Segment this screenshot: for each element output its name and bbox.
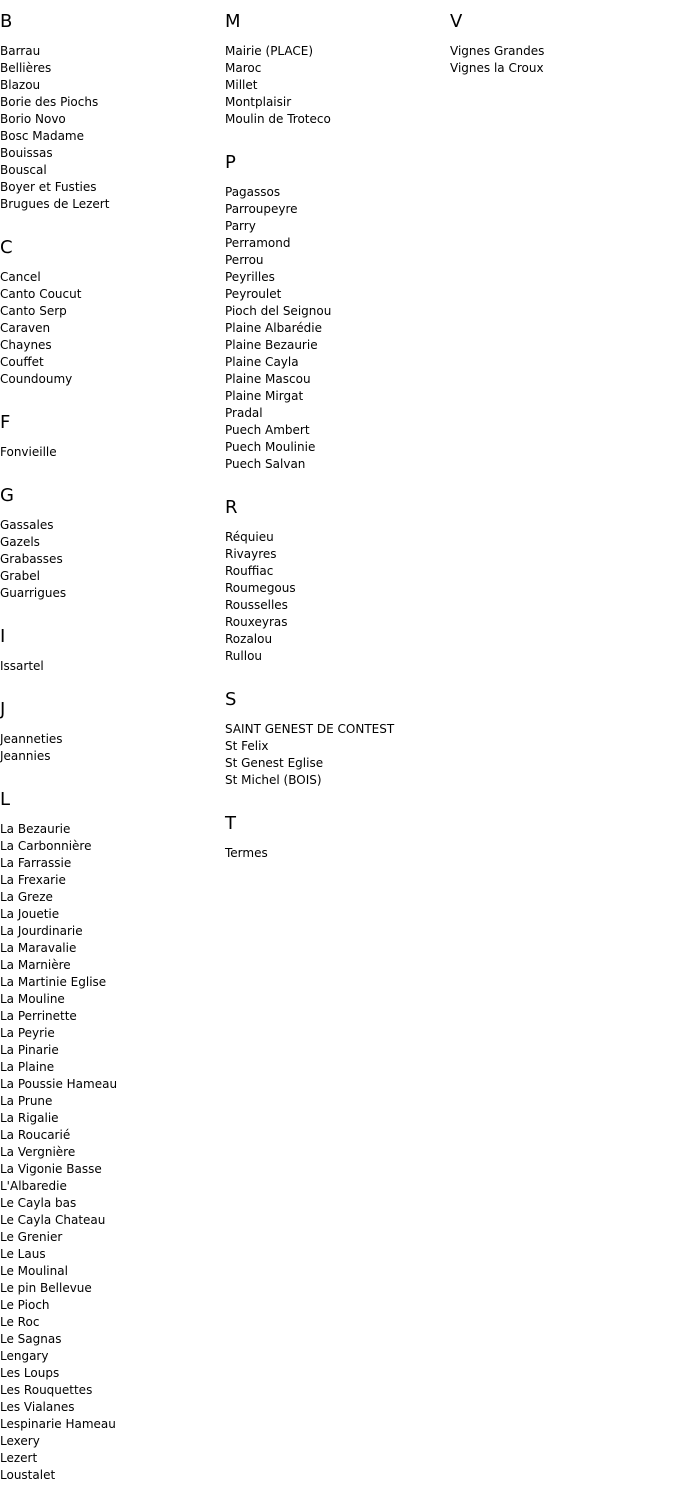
letter-heading: I [0, 626, 6, 647]
place-link[interactable]: Plaine Mascou [225, 372, 311, 386]
place-link[interactable]: Perramond [225, 236, 291, 250]
place-list [0, 658, 220, 675]
place-link[interactable]: Montplaisir [225, 95, 292, 109]
place-link[interactable]: Le Grenier [0, 1230, 63, 1244]
place-link[interactable]: Lespinarie Hameau [0, 1417, 116, 1431]
place-list [0, 821, 220, 1484]
place-link[interactable]: La Frexarie [0, 873, 66, 887]
index-column-2 [225, 10, 445, 885]
place-link[interactable]: Gazels [0, 535, 40, 549]
place-link[interactable]: Borie des Piochs [0, 95, 99, 109]
place-link[interactable]: La Carbonnière [0, 839, 92, 853]
letter-heading: B [0, 11, 13, 32]
place-link[interactable]: Plaine Bezaurie [225, 338, 318, 352]
place-list [225, 845, 445, 862]
letter-group-p [225, 151, 445, 473]
place-link[interactable]: Caraven [0, 321, 51, 335]
place-link[interactable]: La Perrinette [0, 1009, 77, 1023]
place-link[interactable]: L'Albaredie [0, 1179, 67, 1193]
place-link[interactable]: Pagassos [225, 185, 281, 199]
place-link[interactable]: Rousselles [225, 598, 288, 612]
place-link[interactable]: Vignes Grandes [450, 44, 545, 58]
letter-heading: T [225, 813, 236, 834]
place-link[interactable]: Rozalou [225, 632, 273, 646]
place-link[interactable]: La Plaine [0, 1060, 55, 1074]
place-link[interactable]: La Vigonie Basse [0, 1162, 102, 1176]
place-list [450, 43, 670, 77]
place-link[interactable]: Moulin de Troteco [225, 112, 331, 126]
place-link[interactable]: Couffet [0, 355, 44, 369]
place-link[interactable]: Parroupeyre [225, 202, 298, 216]
letter-group-g [0, 484, 220, 602]
place-link[interactable]: Lexery [0, 1434, 40, 1448]
place-link[interactable]: SAINT GENEST DE CONTEST [225, 722, 395, 736]
place-link[interactable]: La Prune [0, 1094, 53, 1108]
letter-group-v [450, 10, 670, 77]
place-link[interactable]: Boyer et Fusties [0, 180, 97, 194]
place-link[interactable]: La Rigalie [0, 1111, 59, 1125]
place-link[interactable]: Issartel [0, 659, 44, 673]
place-link[interactable]: Grabasses [0, 552, 63, 566]
letter-heading: C [0, 237, 13, 258]
place-link[interactable]: Le pin Bellevue [0, 1281, 92, 1295]
letter-heading: P [225, 152, 236, 173]
place-link[interactable]: Vignes la Croux [450, 61, 544, 75]
place-link[interactable]: Pradal [225, 406, 263, 420]
letter-group-m [225, 10, 445, 128]
place-list [0, 269, 220, 388]
letter-heading: S [225, 689, 237, 710]
place-link[interactable]: Coundoumy [0, 372, 73, 386]
place-list [225, 43, 445, 128]
place-link[interactable]: La Marnière [0, 958, 71, 972]
place-link[interactable]: Roumegous [225, 581, 296, 595]
place-link[interactable]: Bellières [0, 61, 52, 75]
place-link[interactable]: Réquieu [225, 530, 274, 544]
place-link[interactable]: Plaine Cayla [225, 355, 299, 369]
place-link[interactable]: Jeanneties [0, 732, 63, 746]
place-link[interactable]: Rouffiac [225, 564, 274, 578]
place-link[interactable]: Bouscal [0, 163, 47, 177]
place-link[interactable]: Rivayres [225, 547, 277, 561]
place-link[interactable]: Barrau [0, 44, 41, 58]
place-link[interactable]: Peyrilles [225, 270, 275, 284]
place-link[interactable]: Le Laus [0, 1247, 46, 1261]
letter-heading: G [0, 485, 14, 506]
place-link[interactable]: Puech Salvan [225, 457, 306, 471]
place-link[interactable]: La Maravalie [0, 941, 77, 955]
letter-group-s [225, 688, 445, 789]
letter-heading: V [450, 11, 463, 32]
place-link[interactable]: Loustalet [0, 1468, 56, 1482]
letter-heading: M [225, 11, 241, 32]
letter-group-r [225, 496, 445, 665]
letter-group-t [225, 812, 445, 862]
place-link[interactable]: Perrou [225, 253, 264, 267]
place-link[interactable]: St Genest Eglise [225, 756, 324, 770]
place-link[interactable]: Mairie (PLACE) [225, 44, 314, 58]
place-list [225, 529, 445, 665]
place-link[interactable]: Rouxeyras [225, 615, 288, 629]
place-list [0, 517, 220, 602]
letter-group-f [0, 411, 220, 461]
place-link[interactable]: Canto Coucut [0, 287, 82, 301]
place-link[interactable]: Gassales [0, 518, 54, 532]
letter-group-c [0, 236, 220, 388]
place-link[interactable]: Le Cayla Chateau [0, 1213, 106, 1227]
place-link[interactable]: La Peyrie [0, 1026, 55, 1040]
place-link[interactable]: Guarrigues [0, 586, 67, 600]
index-column-3 [450, 10, 670, 100]
place-link[interactable]: Parry [225, 219, 256, 233]
place-link[interactable]: Les Rouquettes [0, 1383, 93, 1397]
place-link[interactable]: La Jourdinarie [0, 924, 83, 938]
place-link[interactable]: Puech Ambert [225, 423, 310, 437]
place-link[interactable]: La Roucarié [0, 1128, 71, 1142]
place-link[interactable]: La Farrassie [0, 856, 72, 870]
place-link[interactable]: La Bezaurie [0, 822, 71, 836]
place-link[interactable]: Le Pioch [0, 1298, 50, 1312]
index-column-1 [0, 10, 220, 1507]
place-list [225, 721, 445, 789]
letter-group-i [0, 625, 220, 675]
letter-group-j [0, 698, 220, 765]
place-link[interactable]: Millet [225, 78, 258, 92]
place-link[interactable]: Plaine Albarédie [225, 321, 322, 335]
place-link[interactable]: Les Vialanes [0, 1400, 75, 1414]
place-link[interactable]: Le Sagnas [0, 1332, 62, 1346]
place-link[interactable]: La Poussie Hameau [0, 1077, 118, 1091]
place-link[interactable]: Lengary [0, 1349, 49, 1363]
place-link[interactable]: Puech Moulinie [225, 440, 316, 454]
letter-group-b [0, 10, 220, 213]
place-link[interactable]: La Vergnière [0, 1145, 76, 1159]
place-link[interactable]: Peyroulet [225, 287, 282, 301]
place-link[interactable]: Cancel [0, 270, 41, 284]
place-link[interactable]: St Felix [225, 739, 269, 753]
place-list [0, 444, 220, 461]
place-link[interactable]: La Martinie Eglise [0, 975, 107, 989]
place-link[interactable]: La Pinarie [0, 1043, 59, 1057]
place-link[interactable]: St Michel (BOIS) [225, 773, 322, 787]
letter-heading: J [0, 699, 6, 720]
place-link[interactable]: Termes [225, 846, 268, 860]
place-link[interactable]: Le Moulinal [0, 1264, 68, 1278]
place-list [0, 731, 220, 765]
place-link[interactable]: Jeannies [0, 749, 51, 763]
place-link[interactable]: Brugues de Lezert [0, 197, 110, 211]
place-link[interactable]: Grabel [0, 569, 40, 583]
place-link[interactable]: Plaine Mirgat [225, 389, 304, 403]
place-link[interactable]: Les Loups [0, 1366, 60, 1380]
place-link[interactable]: Le Roc [0, 1315, 40, 1329]
letter-heading: L [0, 789, 11, 810]
place-list [225, 184, 445, 473]
place-link[interactable]: Pioch del Seignou [225, 304, 332, 318]
letter-group-l [0, 788, 220, 1484]
letter-heading: F [0, 412, 11, 433]
place-link[interactable]: La Greze [0, 890, 53, 904]
place-link[interactable]: Le Cayla bas [0, 1196, 77, 1210]
place-link[interactable]: Fonvieille [0, 445, 57, 459]
place-link[interactable]: Chaynes [0, 338, 52, 352]
place-link[interactable]: La Mouline [0, 992, 65, 1006]
place-link[interactable]: Bosc Madame [0, 129, 84, 143]
place-link[interactable]: Blazou [0, 78, 41, 92]
letter-heading: R [225, 497, 238, 518]
place-list [0, 43, 220, 213]
place-link[interactable]: Borio Novo [0, 112, 66, 126]
place-link[interactable]: Maroc [225, 61, 262, 75]
place-link[interactable]: Canto Serp [0, 304, 67, 318]
place-link[interactable]: Bouissas [0, 146, 53, 160]
place-link[interactable]: Lezert [0, 1451, 38, 1465]
place-link[interactable]: La Jouetie [0, 907, 60, 921]
place-link[interactable]: Rullou [225, 649, 263, 663]
